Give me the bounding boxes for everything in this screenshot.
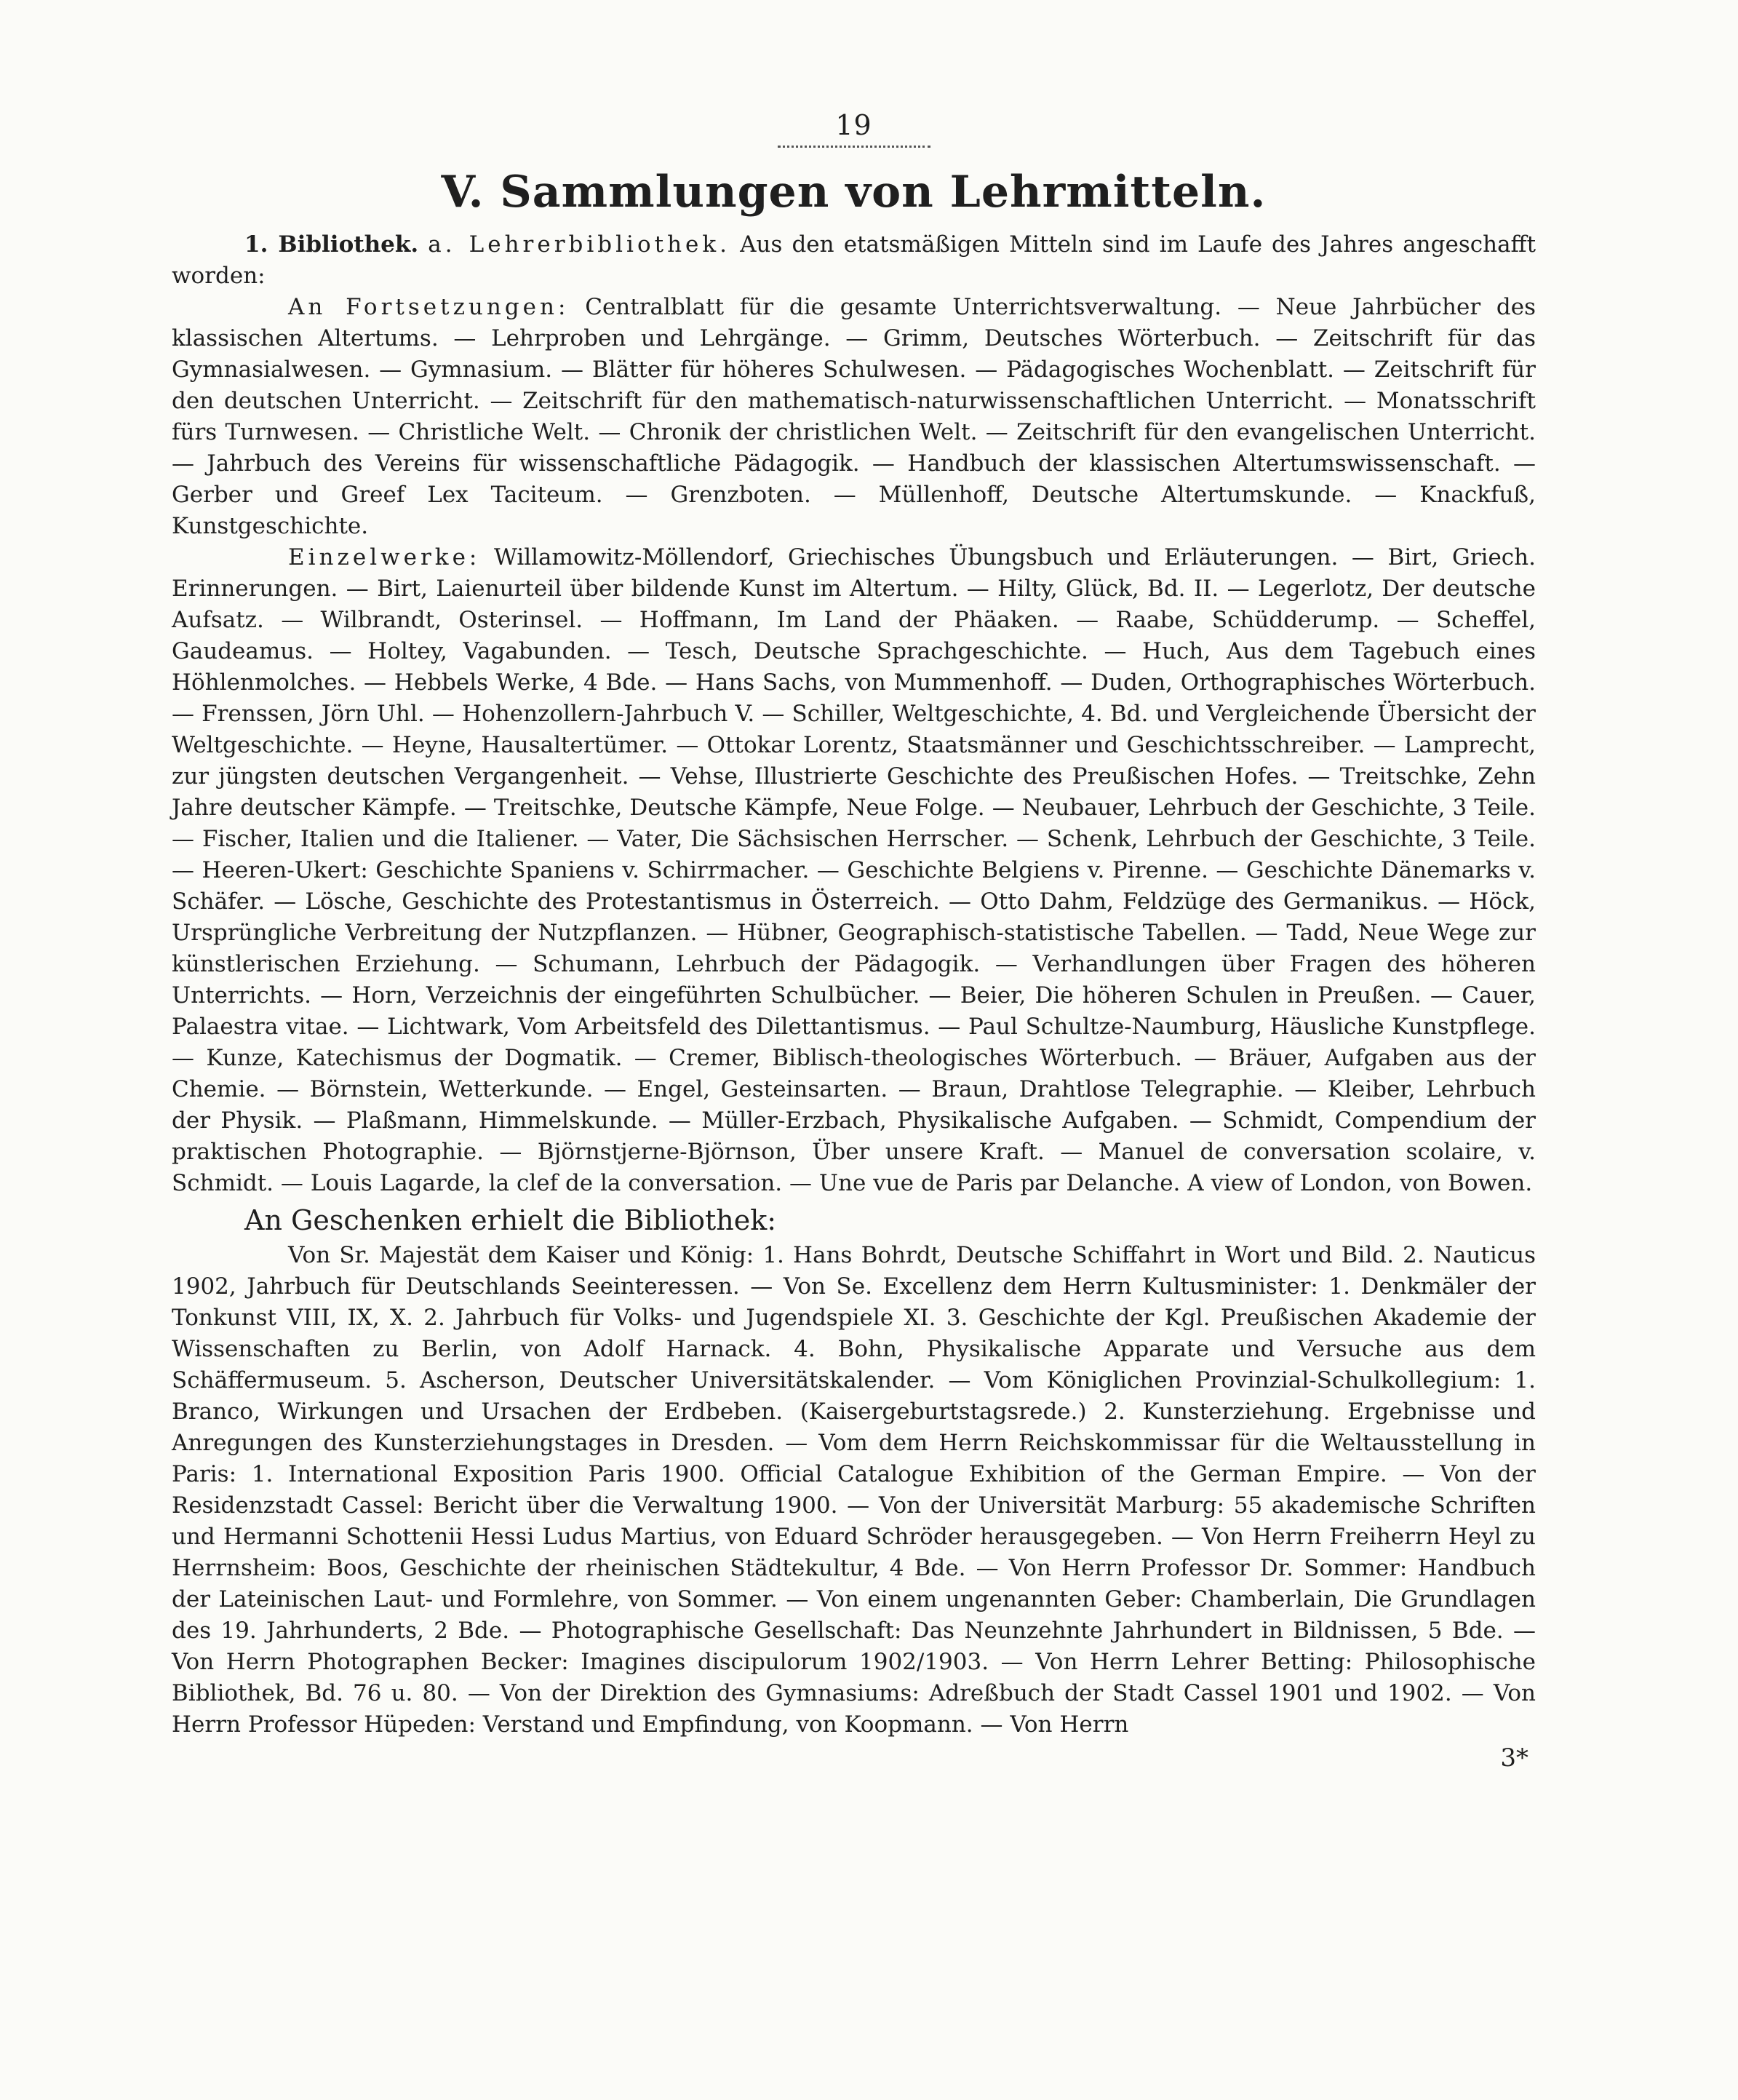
page-number: 19 (835, 109, 872, 141)
fortsetzungen-paragraph (172, 292, 1536, 542)
page-number-ornament (778, 146, 930, 148)
fortsetzungen-text: Centralblatt für die gesamte Unterrichtsverwaltung. — Neue Jahrbücher des klassischen Altertums. — Lehrproben und Lehrgänge. — Grimm, Deutsches Wörterbuch. — Zeitschrift für das Gymnasialwesen. — Gymnasium. — Blätter für höheres Schulwesen. — Pädagogisches Wochenblatt. — Zeitschrift für den deutschen Unterricht. — Zeitschrift für den mathematisch-naturwissenschaftlichen Unterricht. — Monatsschrift fürs Turnwesen. — Christliche Welt. — Chronik der christlichen Welt. — Zeitschrift für den evangelischen Unterricht. — Jahrbuch des Vereins für wissenschaftliche Pädagogik. — Handbuch der klassischen Altertumswissenschaft. — Gerber und Greef Lex Taciteum. — Grenzboten. — Müllenhoff, Deutsche Altertumskunde. — Knackfuß, Kunstgeschichte. (172, 294, 1536, 539)
section-intro (172, 229, 1536, 292)
document-page (172, 109, 1536, 1773)
einzelwerke-label: Einzelwerke: (288, 544, 481, 570)
geschenke-paragraph (172, 1240, 1536, 1741)
fortsetzungen-label: An Fortsetzungen: (288, 294, 570, 320)
subsection-label: a. Lehrerbibliothek. (428, 231, 731, 258)
section-intro-text: Aus den etatsmäßigen Mitteln sind im Laufe des Jahres angeschafft worden: (172, 231, 1536, 289)
einzelwerke-text: Willamowitz-Möllendorf, Griechisches Übungsbuch und Erläuterungen. — Birt, Griech. Erinnerungen. — Birt, Laienurteil über bildende Kunst im Altertum. — Hilty, Glück, Bd. II. — Legerlotz, Der deutsche Aufsatz. — Wilbrandt, Osterinsel. — Hoffmann, Im Land der Phäaken. — Raabe, Schüdderump. — Scheffel, Gaudeamus. — Holtey, Vagabunden. — Tesch, Deutsche Sprachgeschichte. — Huch, Aus dem Tagebuch eines Höhlenmolches. — Hebbels Werke, 4 Bde. — Hans Sachs, von Mummenhoff. — Duden, Orthographisches Wörterbuch. — Frenssen, Jörn Uhl. — Hohenzollern-Jahrbuch V. — Schiller, Weltgeschichte, 4. Bd. und Vergleichende Übersicht der Weltgeschichte. — Heyne, Hausaltertümer. — Ottokar Lorentz, Staatsmänner und Geschichtsschreiber. — Lamprecht, zur jüngsten deutschen Vergangenheit. — Vehse, Illustrierte Geschichte des Preußischen Hofes. — Treitschke, Zehn Jahre deutscher Kämpfe. — Treitschke, Deutsche Kämpfe, Neue Folge. — Neubauer, Lehrbuch der Geschichte, 3 Teile. — Fischer, Italien und die Italiener. — Vater, Die Sächsischen Herrscher. — Schenk, Lehrbuch der Geschichte, 3 Teile. — Heeren-Ukert: Geschichte Spaniens v. Schirrmacher. — Geschichte Belgiens v. Pirenne. — Geschichte Dänemarks v. Schäfer. — Lösche, Geschichte des Protestantismus in Österreich. — Otto Dahm, Feldzüge des Germanikus. — Höck, Ursprüngliche Verbreitung der Nutzpflanzen. — Hübner, Geographisch-statistische Tabellen. — Tadd, Neue Wege zur künstlerischen Erziehung. — Schumann, Lehrbuch der Pädagogik. — Verhandlungen über Fragen des höheren Unterrichts. — Horn, Verzeichnis der eingeführten Schulbücher. — Beier, Die höheren Schulen in Preußen. — Cauer, Palaestra vitae. — Lichtwark, Vom Arbeitsfeld des Dilettantismus. — Paul Schultze-Naumburg, Häusliche Kunstpflege. — Kunze, Katechismus der Dogmatik. — Cremer, Biblisch-theologisches Wörterbuch. — Bräuer, Aufgaben aus der Chemie. — Börnstein, Wetterkunde. — Engel, Gesteinsarten. — Braun, Drahtlose Telegraphie. — Kleiber, Lehrbuch der Physik. — Plaßmann, Himmelskunde. — Müller-Erzbach, Physikalische Aufgaben. — Schmidt, Compendium der praktischen Photographie. — Björnstjerne-Björnson, Über unsere Kraft. — Manuel de conversation scolaire, v. Schmidt. — Louis Lagarde, la clef de la conversation. — Une vue de Paris par Delanche. A view of London, von Bowen. (172, 544, 1536, 1196)
section-label: 1. Bibliothek. (244, 231, 419, 258)
geschenke-text: Von Sr. Majestät dem Kaiser und König: 1. Hans Bohrdt, Deutsche Schiffahrt in Wort und Bild. 2. Nauticus 1902, Jahrbuch für Deutschlands Seeinteressen. — Von Se. Excellenz dem Herrn Kultusminister: 1. Denkmäler der Tonkunst VIII, IX, X. 2. Jahrbuch für Volks- und Jugendspiele XI. 3. Geschichte der Kgl. Preußischen Akademie der Wissenschaften zu Berlin, von Adolf Harnack. 4. Bohn, Physikalische Apparate und Versuche aus dem Schäffermuseum. 5. Ascherson, Deutscher Universitätskalender. — Vom Königlichen Provinzial-Schulkollegium: 1. Branco, Wirkungen und Ursachen der Erdbeben. (Kaisergeburtstagsrede.) 2. Kunsterziehung. Ergebnisse und Anregungen des Kunsterziehungstages in Dresden. — Vom dem Herrn Reichskommissar für die Weltausstellung in Paris: 1. International Exposition Paris 1900. Official Catalogue Exhibition of the German Empire. — Von der Residenzstadt Cassel: Bericht über die Verwaltung 1900. — Von der Universität Marburg: 55 akademische Schriften und Hermanni Schottenii Hessi Ludus Martius, von Eduard Schröder herausgegeben. — Von Herrn Freiherrn Heyl zu Herrnsheim: Boos, Geschichte der rheinischen Städtekultur, 4 Bde. — Von Herrn Professor Dr. Sommer: Handbuch der Lateinischen Laut- und Formlehre, von Sommer. — Von einem ungenannten Geber: Chamberlain, Die Grundlagen des 19. Jahrhunderts, 2 Bde. — Photographische Gesellschaft: Das Neunzehnte Jahrhundert in Bildnissen, 5 Bde. — Von Herrn Photographen Becker: Imagines discipulorum 1902/1903. — Von Herrn Lehrer Betting: Philosophische Bibliothek, Bd. 76 u. 80. — Von der Direktion des Gymnasiums: Adreßbuch der Stadt Cassel 1901 und 1902. — Von Herrn Professor Hüpeden: Verstand und Empfindung, von Koopmann. — Von Herrn (172, 1242, 1536, 1738)
signature-mark: 3* (1500, 1743, 1528, 1773)
chapter-heading: V. Sammlungen von Lehrmitteln. (441, 167, 1267, 218)
einzelwerke-paragraph (172, 542, 1536, 1199)
geschenke-heading: An Geschenken erhielt die Bibliothek: (244, 1204, 777, 1236)
